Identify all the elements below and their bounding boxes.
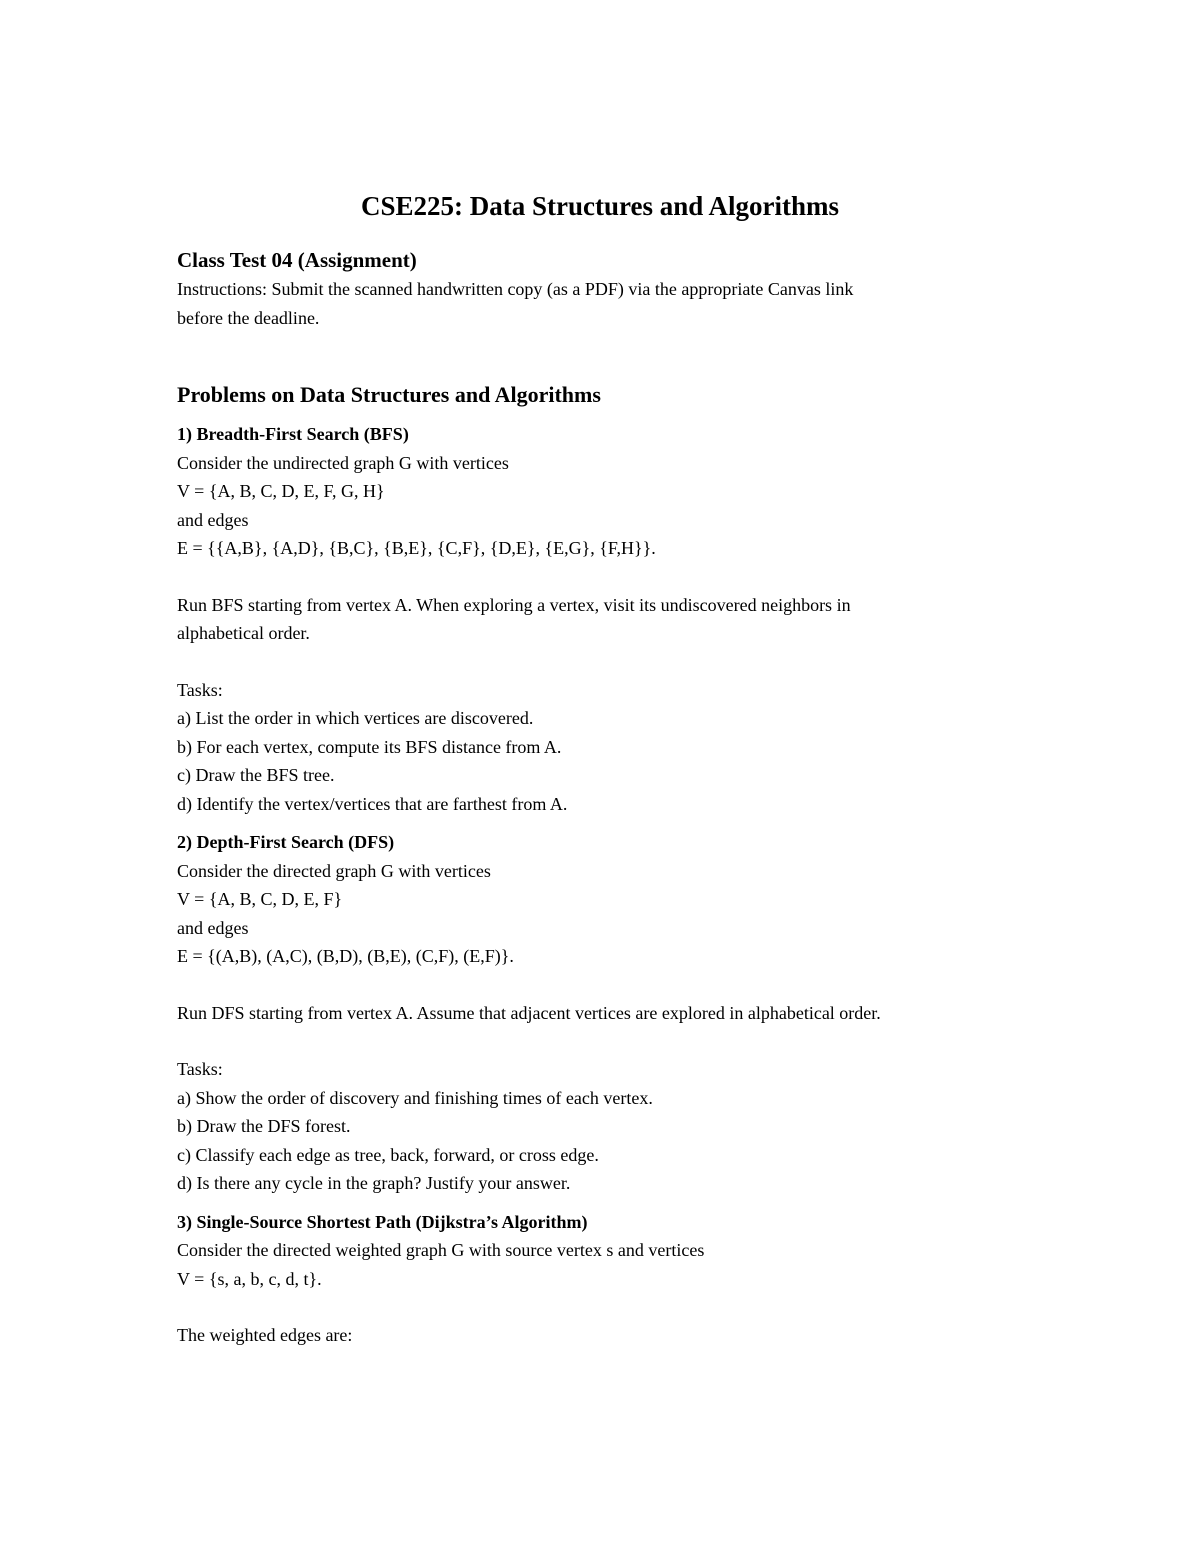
test-heading: Class Test 04 (Assignment) bbox=[177, 248, 417, 272]
problem-heading: 2) Depth-First Search (DFS) bbox=[177, 832, 395, 852]
problem-dijkstra bbox=[177, 1208, 1077, 1350]
problem-text: Consider the undirected graph G with vertices bbox=[177, 452, 509, 473]
run-instruction: Run DFS starting from vertex A. Assume that adjacent vertices are explored in alphabetical order. bbox=[177, 1002, 881, 1023]
vertex-set: V = {A, B, C, D, E, F, G, H} bbox=[177, 481, 385, 501]
edge-set: E = {(A,B), (A,C), (B,D), (B,E), (C,F), (E,F)}. bbox=[177, 946, 514, 966]
problem-text: Consider the directed weighted graph G with source vertex s and vertices bbox=[177, 1240, 705, 1260]
instructions-line-2: before the deadline. bbox=[177, 307, 320, 328]
vertex-set: V = {s, a, b, c, d, t}. bbox=[177, 1268, 322, 1289]
task-item: a) List the order in which vertices are discovered. bbox=[177, 708, 534, 728]
task-item: d) Is there any cycle in the graph? Justify your answer. bbox=[177, 1173, 571, 1193]
problem-heading: 3) Single-Source Shortest Path (Dijkstra’s Algorithm) bbox=[177, 1211, 588, 1232]
task-item: c) Classify each edge as tree, back, forward, or cross edge. bbox=[177, 1144, 599, 1165]
task-item: b) For each vertex, compute its BFS distance from A. bbox=[177, 736, 562, 757]
weighted-edges-label: The weighted edges are: bbox=[177, 1325, 353, 1345]
instructions-line-1: Instructions: Submit the scanned handwritten copy (as a PDF) via the appropriate Canvas link bbox=[177, 279, 854, 299]
document-body bbox=[177, 245, 1077, 1350]
problem-heading: 1) Breadth-First Search (BFS) bbox=[177, 424, 409, 444]
document-title: CSE225: Data Structures and Algorithms bbox=[360, 191, 840, 221]
section-heading: Problems on Data Structures and Algorithms bbox=[177, 382, 601, 407]
problem-text: and edges bbox=[177, 917, 249, 938]
problem-dfs bbox=[177, 828, 1077, 1198]
edge-set: E = {{A,B}, {A,D}, {B,C}, {B,E}, {C,F}, {D,E}, {E,G}, {F,H}}. bbox=[177, 538, 656, 558]
problem-bfs bbox=[177, 420, 1077, 818]
task-item: c) Draw the BFS tree. bbox=[177, 765, 335, 785]
task-item: a) Show the order of discovery and finishing times of each vertex. bbox=[177, 1087, 653, 1108]
problem-text: and edges bbox=[177, 509, 249, 530]
tasks-label: Tasks: bbox=[177, 1059, 223, 1079]
run-instruction: Run BFS starting from vertex A. When exploring a vertex, visit its undiscovered neighbors in bbox=[177, 594, 851, 615]
run-instruction: alphabetical order. bbox=[177, 623, 310, 643]
tasks-label: Tasks: bbox=[177, 679, 223, 700]
task-item: b) Draw the DFS forest. bbox=[177, 1116, 351, 1136]
problem-text: Consider the directed graph G with vertices bbox=[177, 860, 491, 881]
task-item: d) Identify the vertex/vertices that are farthest from A. bbox=[177, 793, 568, 814]
vertex-set: V = {A, B, C, D, E, F} bbox=[177, 889, 343, 909]
